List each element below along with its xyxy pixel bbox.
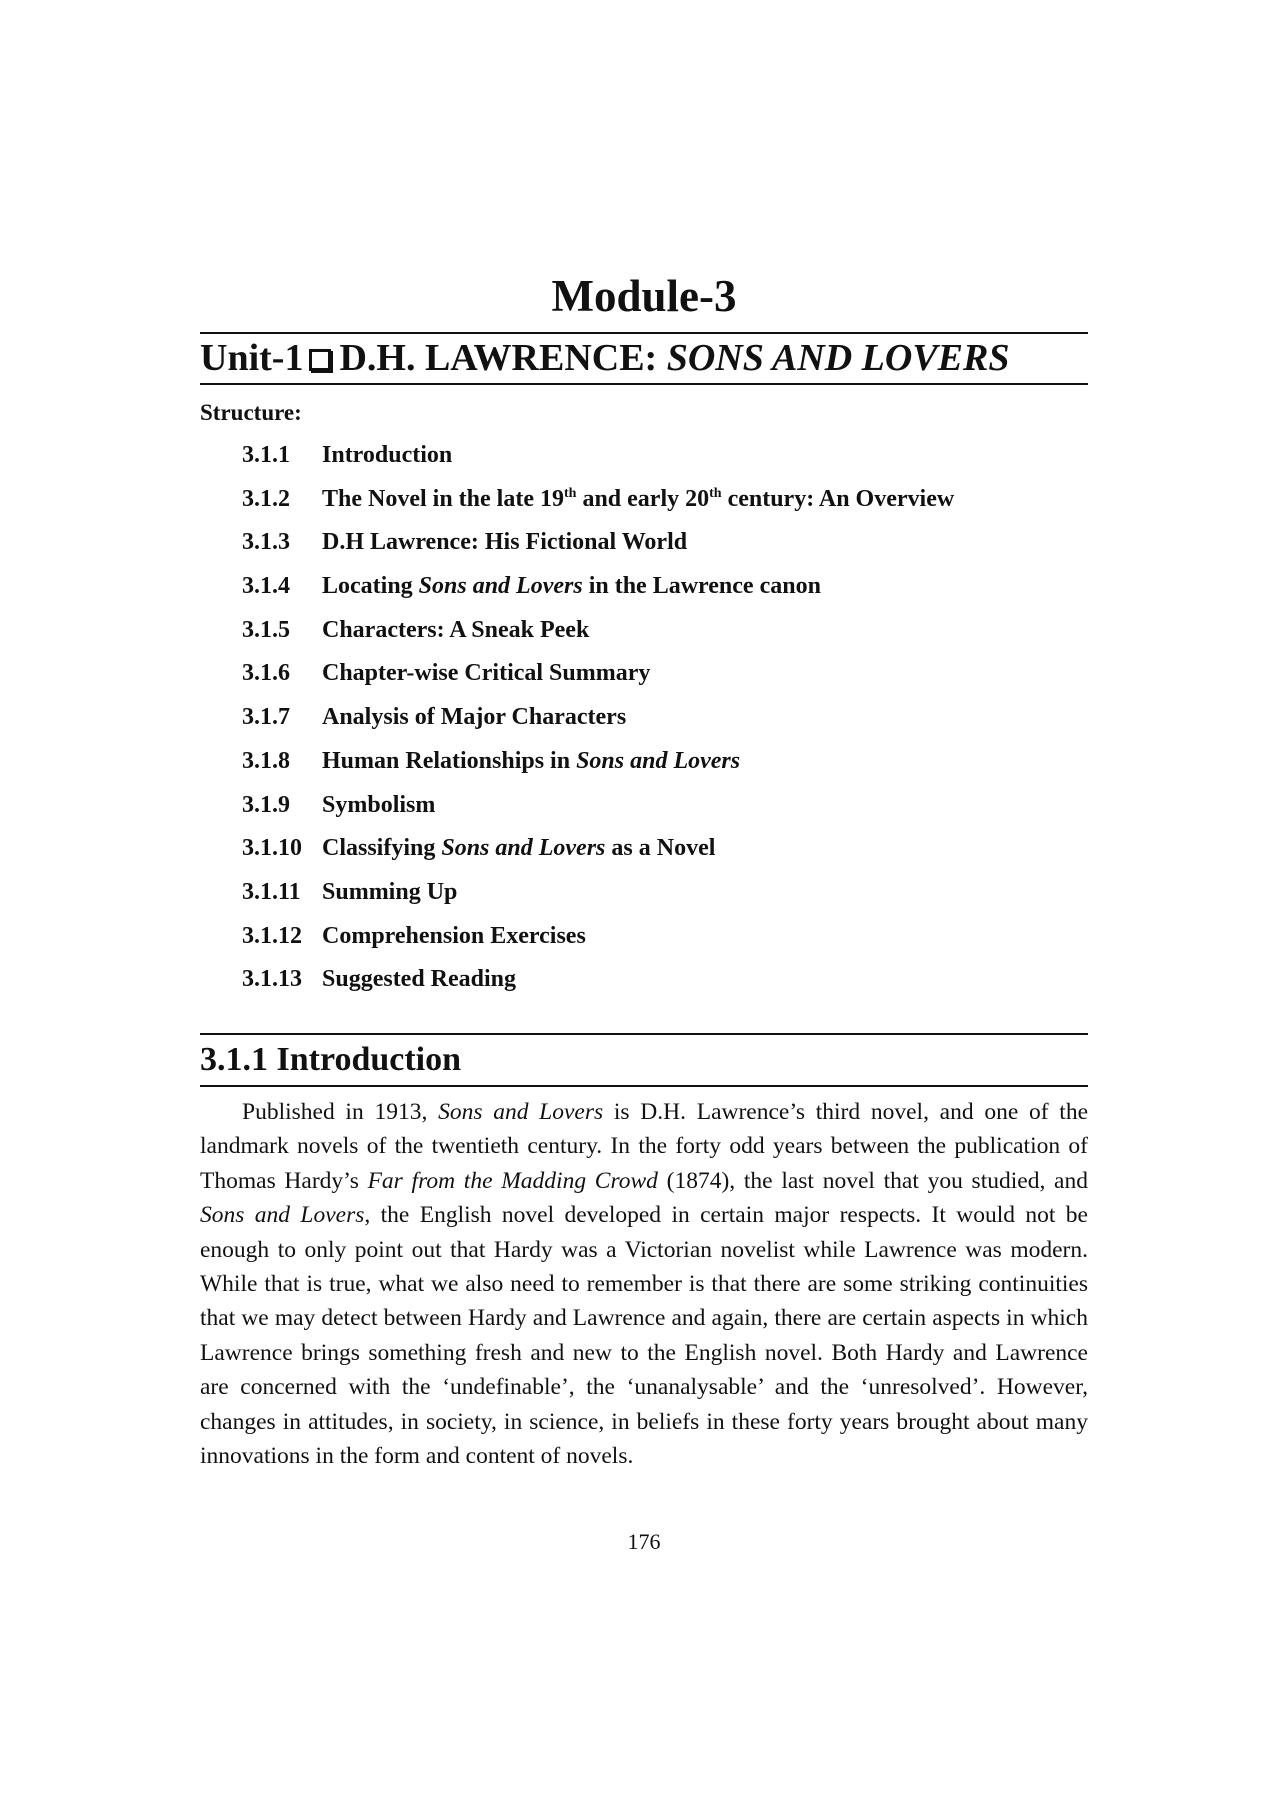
toc-item: 3.1.13 Suggested Reading (242, 966, 517, 993)
toc-item: 3.1.1 Introduction (242, 442, 453, 468)
structure-list (242, 440, 954, 1008)
toc-number: 3.1.3 (242, 529, 290, 556)
toc-number: 3.1.1 (242, 442, 290, 468)
toc-number: 3.1.5 (242, 616, 290, 643)
toc-item: 3.1.8 Human Relationships in Sons and Lovers (242, 747, 741, 774)
toc-number: 3.1.12 (242, 922, 302, 949)
unit-work-title: SONS AND LOVERS (666, 337, 1010, 379)
introduction-paragraph: Published in 1913, Sons and Lovers is D.H. Lawrence’s third novel, and one of the landmark novels of the twentieth century. In the forty odd years between the publication of Thomas Hardy’s Far from the Madding Crowd (1874), the last novel that you studied, and Sons and Lovers, the English novel developed in certain major respects. It would not be enough to only point out that Hardy was a Victorian novelist while Lawrence was modern. While that is true, what we also need to remember is that there are some striking continuities that we may detect between Hardy and Lawrence and again, there are certain aspects in which Lawrence brings something fresh and new to the English novel. Both Hardy and Lawrence are concerned with the ‘undefinable’, the ‘unanalysable’ and the ‘unresolved’. However, changes in attitudes, in society, in science, in beliefs in these forty years brought about many innovations in the form and content of novels. (200, 1099, 1089, 1470)
toc-number: 3.1.7 (242, 704, 290, 731)
toc-number: 3.1.8 (242, 747, 290, 774)
toc-item: 3.1.5 Characters: A Sneak Peek (242, 616, 590, 643)
toc-item: 3.1.9 Symbolism (242, 791, 436, 818)
unit-title (200, 334, 1088, 382)
toc-number: 3.1.4 (242, 573, 290, 600)
module-title: Module-3 (551, 271, 737, 321)
toc-item: 3.1.10 Classifying Sons and Lovers as a Novel (242, 835, 716, 862)
toc-item: 3.1.7 Analysis of Major Characters (242, 704, 627, 731)
toc-item: 3.1.3 D.H Lawrence: His Fictional World (242, 529, 688, 556)
unit-label: Unit-1 (200, 337, 304, 379)
section-rule-top (200, 1033, 1088, 1035)
toc-number: 3.1.2 (242, 485, 290, 512)
toc-number: 3.1.13 (242, 966, 302, 993)
toc-number: 3.1.9 (242, 791, 290, 818)
toc-number: 3.1.10 (242, 835, 302, 862)
toc-number: 3.1.6 (242, 660, 290, 687)
toc-item: 3.1.4 Locating Sons and Lovers in the Lawrence canon (242, 573, 821, 600)
structure-label: Structure: (200, 400, 302, 425)
toc-item: 3.1.2 The Novel in the late 19th and early 20th century: An Overview (242, 485, 955, 512)
toc-item: 3.1.11 Summing Up (242, 878, 458, 905)
toc-number: 3.1.11 (242, 878, 301, 905)
toc-item: 3.1.6 Chapter-wise Critical Summary (242, 660, 651, 687)
toc-item: 3.1.12 Comprehension Exercises (242, 922, 586, 949)
unit-author: D.H. LAWRENCE: (339, 337, 658, 379)
hollow-square-bullet-icon (309, 349, 331, 371)
page-number: 176 (627, 1529, 661, 1554)
section-heading: 3.1.1 Introduction (200, 1041, 462, 1078)
title-rule-bottom (200, 383, 1088, 385)
section-rule-bottom (200, 1085, 1088, 1087)
